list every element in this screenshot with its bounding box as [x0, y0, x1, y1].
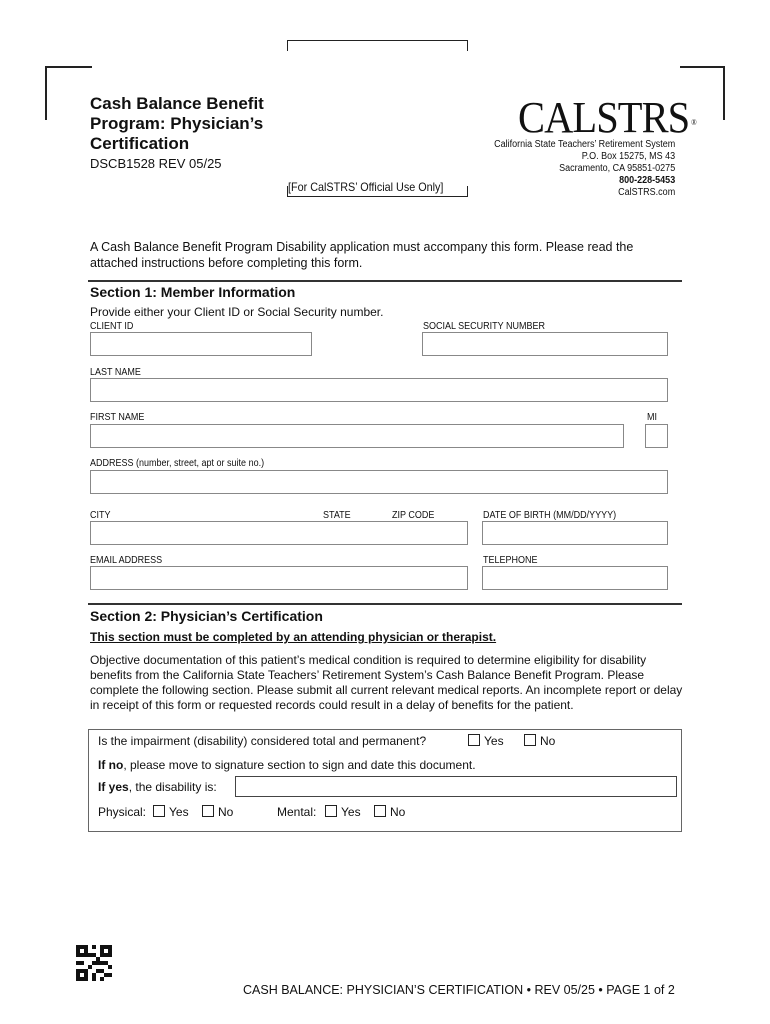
form-number: DSCB1528 REV 05/25 [90, 156, 222, 171]
org-name: California State Teachers’ Retirement System [493, 139, 675, 150]
calstrs-logo [518, 92, 694, 143]
email-label: EMAIL ADDRESS [90, 555, 163, 566]
total-no-label: No [540, 734, 556, 748]
physical-no-checkbox[interactable] [202, 805, 214, 817]
ssn-field[interactable] [422, 332, 668, 356]
physical-yes-checkbox[interactable] [153, 805, 165, 817]
client-id-label: CLIENT ID [90, 321, 134, 332]
mental-yes-checkbox[interactable] [325, 805, 337, 817]
total-yes-label: Yes [484, 734, 504, 748]
physical-no-label: No [218, 805, 234, 819]
qr-code-icon [76, 945, 112, 981]
mental-no-checkbox[interactable] [374, 805, 386, 817]
total-yes-option[interactable] [468, 734, 504, 748]
if-no-bold: If no [98, 758, 124, 772]
org-website: CalSTRS.com [617, 187, 675, 198]
last-name-label: LAST NAME [90, 367, 141, 378]
mi-label: MI [647, 412, 657, 423]
mental-no-option[interactable] [374, 805, 405, 819]
physical-yes-label: Yes [169, 805, 189, 819]
address-field[interactable] [90, 470, 668, 494]
if-yes-instruction [98, 780, 217, 794]
form-title [90, 94, 330, 154]
corner-bracket-left [45, 66, 92, 120]
telephone-field[interactable] [482, 566, 668, 590]
physical-yes-option[interactable] [153, 805, 189, 819]
disability-description-field[interactable] [235, 776, 677, 797]
section2-heading: Section 2: Physician’s Certification [90, 608, 323, 624]
section1-rule [88, 280, 682, 282]
first-name-field[interactable] [90, 424, 624, 448]
logo-text: CALSTRS [518, 93, 690, 142]
section1-instruction: Provide either your Client ID or Social Security number. [90, 305, 384, 319]
form-title-line1: Cash Balance Benefit [90, 94, 264, 113]
top-tab-bracket [287, 40, 468, 51]
if-yes-bold: If yes [98, 780, 129, 794]
if-yes-rest: , the disability is: [128, 780, 217, 794]
form-title-line2: Program: Physician’s [90, 114, 264, 133]
org-phone: 800-228-5453 [618, 175, 675, 186]
city-label: CITY [90, 510, 111, 521]
section2-paragraph: Objective documentation of this patient’s medical condition is required to determine eligibility for disability benefits from the California State Teachers’ Retirement System’s Cash Balance Benefit Program. Please complete the following section. Please submit all current relevant medical reports. An incomplete report or delay in receipt of this form or requested records could result in a delay of benefits for the patient. [90, 653, 683, 712]
address-label: ADDRESS (number, street, apt or suite no.) [90, 458, 265, 469]
org-po-box: P.O. Box 15275, MS 43 [581, 151, 675, 162]
mi-field[interactable] [645, 424, 668, 448]
if-no-instruction [98, 758, 476, 772]
question-text: Is the impairment (disability) considered total and permanent? [98, 734, 427, 748]
org-city: Sacramento, CA 95851-0275 [558, 163, 675, 174]
mental-row [277, 805, 316, 819]
last-name-field[interactable] [90, 378, 668, 402]
physical-label: Physical: [98, 805, 147, 819]
dob-label: DATE OF BIRTH (MM/DD/YYYY) [483, 510, 617, 521]
form-title-line3: Certification [90, 134, 190, 153]
page-footer: CASH BALANCE: PHYSICIAN’S CERTIFICATION • REV 05/25 • PAGE 1 of 2 [243, 983, 675, 997]
total-yes-checkbox[interactable] [468, 734, 480, 746]
office-use-label: [For CalSTRS’ Official Use Only] [288, 180, 444, 194]
telephone-label: TELEPHONE [483, 555, 538, 566]
dob-field[interactable] [482, 521, 668, 545]
ssn-label: SOCIAL SECURITY NUMBER [423, 321, 546, 332]
physical-no-option[interactable] [202, 805, 233, 819]
total-no-option[interactable] [524, 734, 555, 748]
state-label: STATE [323, 510, 351, 521]
intro-text: A Cash Balance Benefit Program Disability application must accompany this form. Please read the attached instructions before completing this form. [90, 240, 634, 270]
registered-mark: ® [691, 118, 696, 127]
section2-rule [88, 603, 682, 605]
total-no-checkbox[interactable] [524, 734, 536, 746]
org-address [494, 139, 675, 199]
physical-row [98, 805, 146, 819]
mental-yes-option[interactable] [325, 805, 361, 819]
email-field[interactable] [90, 566, 468, 590]
section2-subheading: This section must be completed by an attending physician or therapist. [90, 630, 497, 644]
client-id-field[interactable] [90, 332, 312, 356]
mental-yes-label: Yes [341, 805, 361, 819]
mental-no-label: No [390, 805, 406, 819]
section1-heading: Section 1: Member Information [90, 284, 296, 300]
city-state-zip-field[interactable] [90, 521, 468, 545]
first-name-label: FIRST NAME [90, 412, 145, 423]
zip-label: ZIP CODE [392, 510, 435, 521]
if-no-rest: , please move to signature section to sign and date this document. [123, 758, 476, 772]
mental-label: Mental: [277, 805, 317, 819]
disability-question [98, 734, 426, 748]
